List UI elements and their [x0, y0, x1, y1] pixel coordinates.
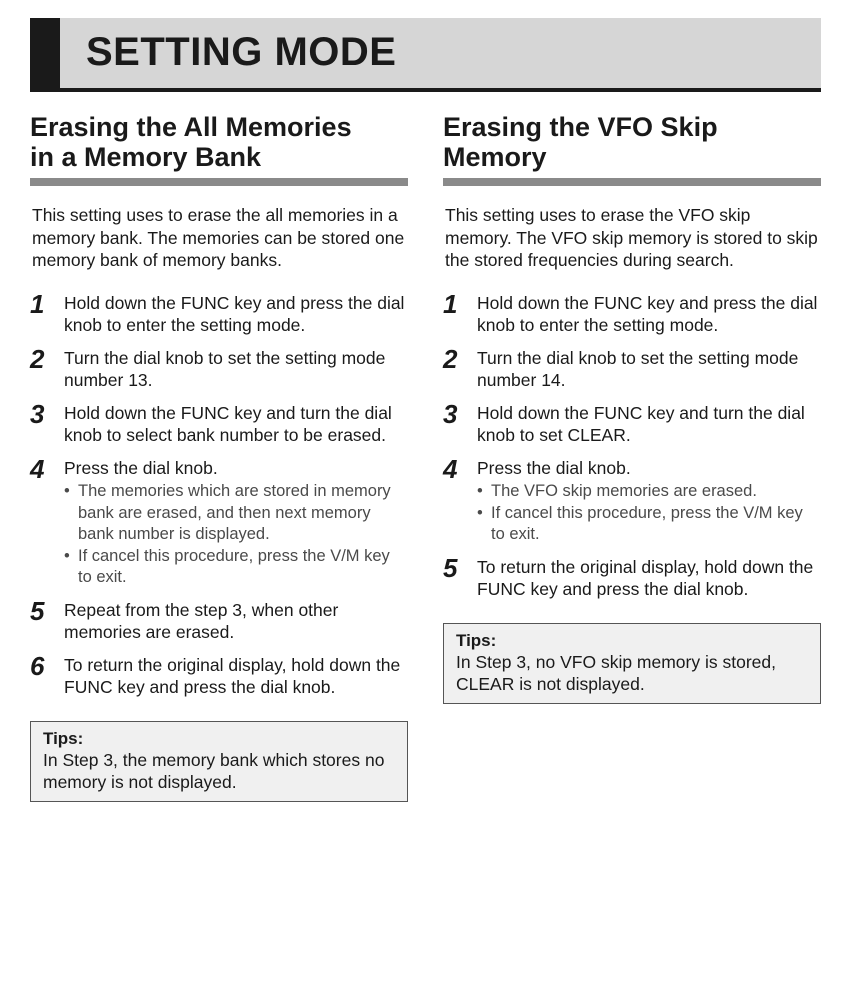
- step-text: Hold down the FUNC key and turn the dial knob to select bank number to be erased.: [64, 402, 392, 445]
- right-column: [443, 112, 821, 704]
- tips-box: [443, 623, 821, 704]
- section-title-line1: Erasing the VFO Skip: [443, 112, 718, 142]
- step-text: Hold down the FUNC key and press the dial knob to enter the setting mode.: [64, 292, 405, 335]
- step-subpoints: [477, 481, 821, 546]
- section-title: [30, 112, 408, 186]
- step-subpoint: • The VFO skip memories are erased.: [477, 481, 821, 503]
- step-item: [443, 453, 821, 546]
- page-header: [30, 18, 821, 92]
- section-title-line2: Memory: [443, 142, 547, 172]
- tips-box: [30, 721, 408, 802]
- step-item: [443, 398, 821, 447]
- step-item: [443, 552, 821, 601]
- step-item: [30, 650, 408, 699]
- steps-list: [443, 288, 821, 601]
- tips-label: Tips:: [43, 728, 84, 748]
- left-column: [30, 112, 408, 802]
- tips-text: In Step 3, the memory bank which stores no memory is not displayed.: [43, 749, 385, 792]
- step-number: 2: [30, 343, 45, 374]
- step-number: 5: [30, 595, 45, 626]
- section-title-line2: in a Memory Bank: [30, 142, 262, 172]
- section-intro: This setting uses to erase the all memories in a memory bank. The memories can be stored one memory bank of memory banks.: [32, 205, 405, 270]
- step-text: Turn the dial knob to set the setting mode number 13.: [64, 347, 386, 390]
- step-number: 6: [30, 650, 45, 681]
- step-number: 5: [443, 552, 458, 583]
- step-subpoints: [64, 481, 408, 589]
- step-number: 2: [443, 343, 458, 374]
- step-item: [30, 398, 408, 447]
- step-text: Press the dial knob.: [477, 457, 631, 478]
- step-text: To return the original display, hold down the FUNC key and press the dial knob.: [64, 654, 401, 697]
- tips-text: In Step 3, no VFO skip memory is stored, CLEAR is not displayed.: [456, 651, 776, 694]
- step-item: [30, 343, 408, 392]
- section-title: [443, 112, 821, 186]
- step-item: [443, 343, 821, 392]
- step-number: 1: [443, 288, 458, 319]
- section-title-line1: Erasing the All Memories: [30, 112, 352, 142]
- tips-label: Tips:: [456, 630, 497, 650]
- step-number: 4: [443, 453, 458, 484]
- step-number: 1: [30, 288, 45, 319]
- step-subpoint: • The memories which are stored in memory bank are erased, and then next memory bank number is displayed.: [64, 481, 408, 546]
- step-item: [30, 595, 408, 644]
- steps-list: [30, 288, 408, 699]
- step-item: [443, 288, 821, 337]
- step-text: Turn the dial knob to set the setting mode number 14.: [477, 347, 799, 390]
- step-subpoint: • If cancel this procedure, press the V/M key to exit.: [64, 546, 408, 589]
- page-title: SETTING MODE: [86, 30, 397, 74]
- step-text: To return the original display, hold down the FUNC key and press the dial knob.: [477, 556, 814, 599]
- step-text: Hold down the FUNC key and turn the dial knob to set CLEAR.: [477, 402, 805, 445]
- step-item: [30, 288, 408, 337]
- section-intro: This setting uses to erase the VFO skip memory. The VFO skip memory is stored to skip the stored frequencies during search.: [445, 205, 818, 270]
- step-subpoint: • If cancel this procedure, press the V/M key to exit.: [477, 503, 821, 546]
- step-number: 3: [30, 398, 45, 429]
- step-number: 4: [30, 453, 45, 484]
- step-text: Hold down the FUNC key and press the dial knob to enter the setting mode.: [477, 292, 818, 335]
- step-text: Press the dial knob.: [64, 457, 218, 478]
- step-text: Repeat from the step 3, when other memories are erased.: [64, 599, 339, 642]
- header-accent-block: [30, 18, 60, 88]
- step-number: 3: [443, 398, 458, 429]
- step-item: [30, 453, 408, 589]
